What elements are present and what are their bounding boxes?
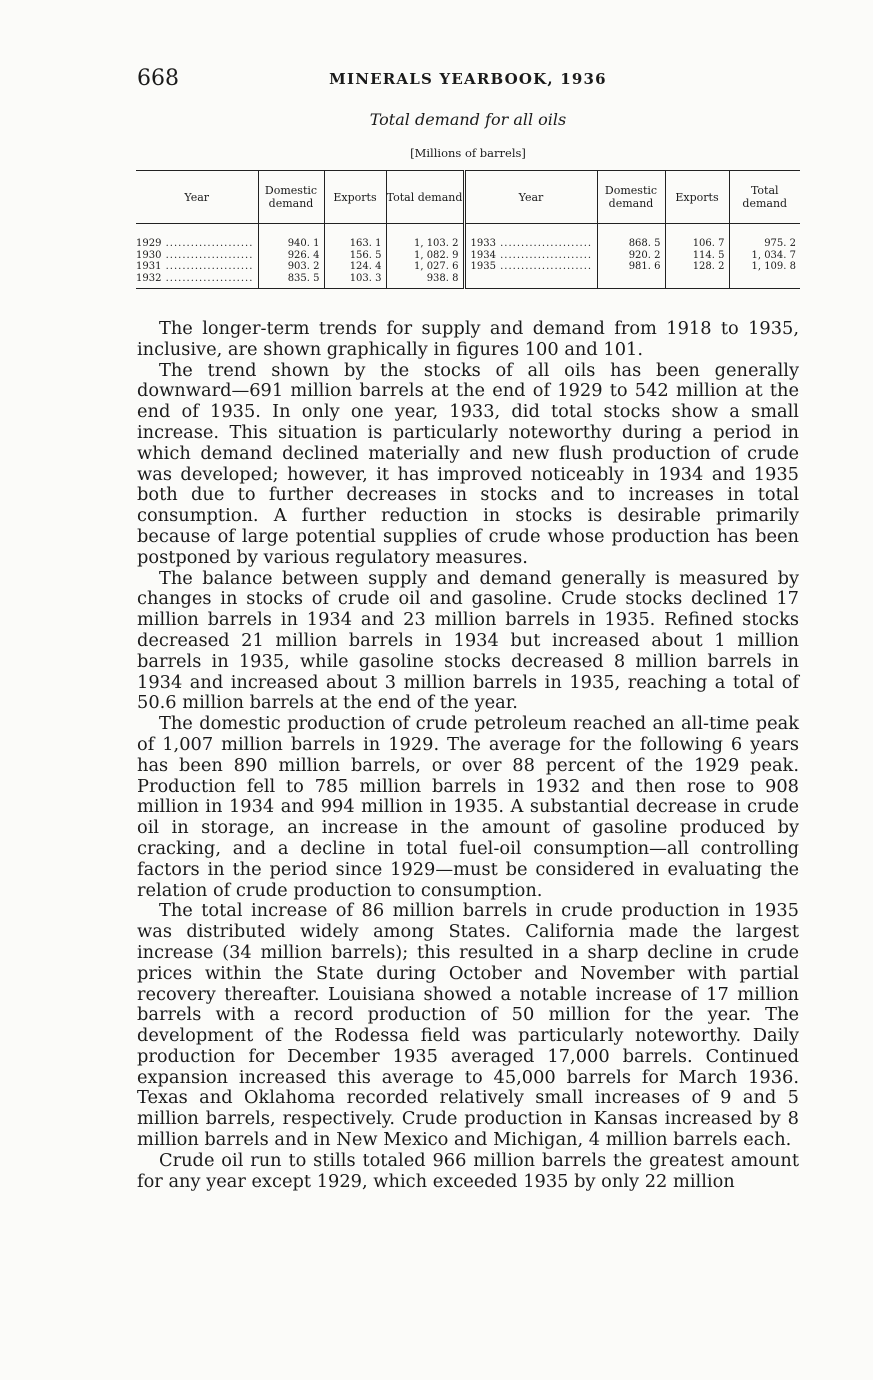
exports-cell: 124. 4 (324, 261, 386, 273)
year-cell: 1930 ..... (136, 250, 258, 262)
total-cell: 1, 027. 6 (386, 261, 464, 273)
year-cell: 1935 ..... (464, 261, 597, 273)
domestic-cell: 920. 2 (597, 250, 665, 262)
empty-cell (665, 273, 729, 289)
empty-cell (729, 273, 800, 289)
paragraph: The longer-term trends for supply and demand from 1918 to 1935, inclusive, are shown graphically in figures 100 and 101. (137, 318, 799, 360)
year-cell: 1932 ..... (136, 273, 258, 289)
table-unit: [Millions of barrels] (410, 146, 526, 160)
exports-cell: 156. 5 (324, 250, 386, 262)
exports-cell: 106. 7 (665, 224, 729, 250)
table-row (136, 224, 800, 250)
paragraph: The trend shown by the stocks of all oils has been generally downward—691 million barrels at the end of 1929 to 542 million at the end of 1935. In only one year, 1933, did total stocks show a small increase. This situation is particularly noteworthy during a period in which demand declined materially and new flush production of crude was developed; however, it has improved noticeably in 1934 and 1935 both due to further decreases in stocks and to increases in total consumption. A further reduction in stocks is desirable primarily because of large potential supplies of crude whose production has been postponed by various regulatory measures. (137, 359, 799, 568)
year-cell: 1929 ..... (136, 224, 258, 250)
paragraph: Crude oil run to stills totaled 966 million barrels the greatest amount for any year except 1929, which exceeded 1935 by only 22 million (137, 1149, 799, 1192)
domestic-cell: 926. 4 (258, 250, 324, 262)
table-header-row (136, 171, 800, 224)
domestic-cell: 903. 2 (258, 261, 324, 273)
table-row (136, 261, 800, 273)
total-cell: 1, 034. 7 (729, 250, 800, 262)
page-header (137, 66, 799, 94)
total-cell: 975. 2 (729, 224, 800, 250)
domestic-cell: 835. 5 (258, 273, 324, 289)
column-header-exports: Exports (324, 171, 386, 224)
column-header-year: Year (464, 171, 597, 224)
exports-cell: 114. 5 (665, 250, 729, 262)
year-cell: 1933 ..... (464, 224, 597, 250)
demand-table (136, 170, 800, 289)
total-cell: 1, 103. 2 (386, 224, 464, 250)
body-text (137, 319, 799, 1192)
table-row (136, 250, 800, 262)
exports-cell: 128. 2 (665, 261, 729, 273)
year-cell: 1931 ..... (136, 261, 258, 273)
column-header-year: Year (136, 171, 258, 224)
domestic-cell: 940. 1 (258, 224, 324, 250)
empty-cell (597, 273, 665, 289)
column-header-total: Total demand (386, 171, 464, 224)
column-header-domestic: Domestic demand (597, 171, 665, 224)
running-head: MINERALS YEARBOOK, 1936 (329, 70, 607, 88)
paragraph: The domestic production of crude petroleum reached an all-time peak of 1,007 million barrels in 1929. The average for the following 6 years has been 890 million barrels, or over 88 percent of the 1929 peak. Production fell to 785 million barrels in 1932 and then rose to 908 million in 1934 and 994 million in 1935. A substantial decrease in crude oil in storage, an increase in the amount of gasoline produced by cracking, and a decline in total fuel-oil consumption—all controlling factors in the period since 1929—must be considered in evaluating the relation of crude production to consumption. (137, 713, 799, 901)
exports-cell: 103. 3 (324, 273, 386, 289)
paragraph: The balance between supply and demand generally is measured by changes in stocks of crude oil and gasoline. Crude stocks declined 17 million barrels in 1934 and 23 million barrels in 1935. Refined stocks decreased 21 million barrels in 1934 but increased about 1 million barrels in 1935, while gasoline stocks decreased 8 million barrels in 1934 and increased about 3 million barrels in 1935, reaching a total of 50.6 million barrels at the end of the year. (137, 567, 799, 714)
column-header-domestic: Domestic demand (258, 171, 324, 224)
domestic-cell: 981. 6 (597, 261, 665, 273)
empty-cell (464, 273, 597, 289)
exports-cell: 163. 1 (324, 224, 386, 250)
table-title: Total demand for all oils (369, 110, 567, 129)
column-header-total: Total demand (729, 171, 800, 224)
year-cell: 1934 ..... (464, 250, 597, 262)
paragraph: The total increase of 86 million barrels in crude production in 1935 was distributed widely among States. California made the largest increase (34 million barrels); this resulted in a sharp decline in crude prices within the State during October and November with partial recovery thereafter. Louisiana showed a notable increase of 17 million barrels with a record production of 50 million for the year. The development of the Rodessa field was particularly noteworthy. Daily production for December 1935 averaged 17,000 barrels. Continued expansion increased this average to 45,000 barrels for March 1936. Texas and Oklahoma recorded relatively small increases of 9 and 5 million barrels, respectively. Crude production in Kansas increased by 8 million barrels and in New Mexico and Michigan, 4 million barrels each. (137, 900, 799, 1151)
domestic-cell: 868. 5 (597, 224, 665, 250)
total-cell: 1, 082. 9 (386, 250, 464, 262)
page-number: 668 (137, 66, 179, 91)
total-cell: 938. 8 (386, 273, 464, 289)
table-row (136, 273, 800, 289)
total-cell: 1, 109. 8 (729, 261, 800, 273)
column-header-exports: Exports (665, 171, 729, 224)
